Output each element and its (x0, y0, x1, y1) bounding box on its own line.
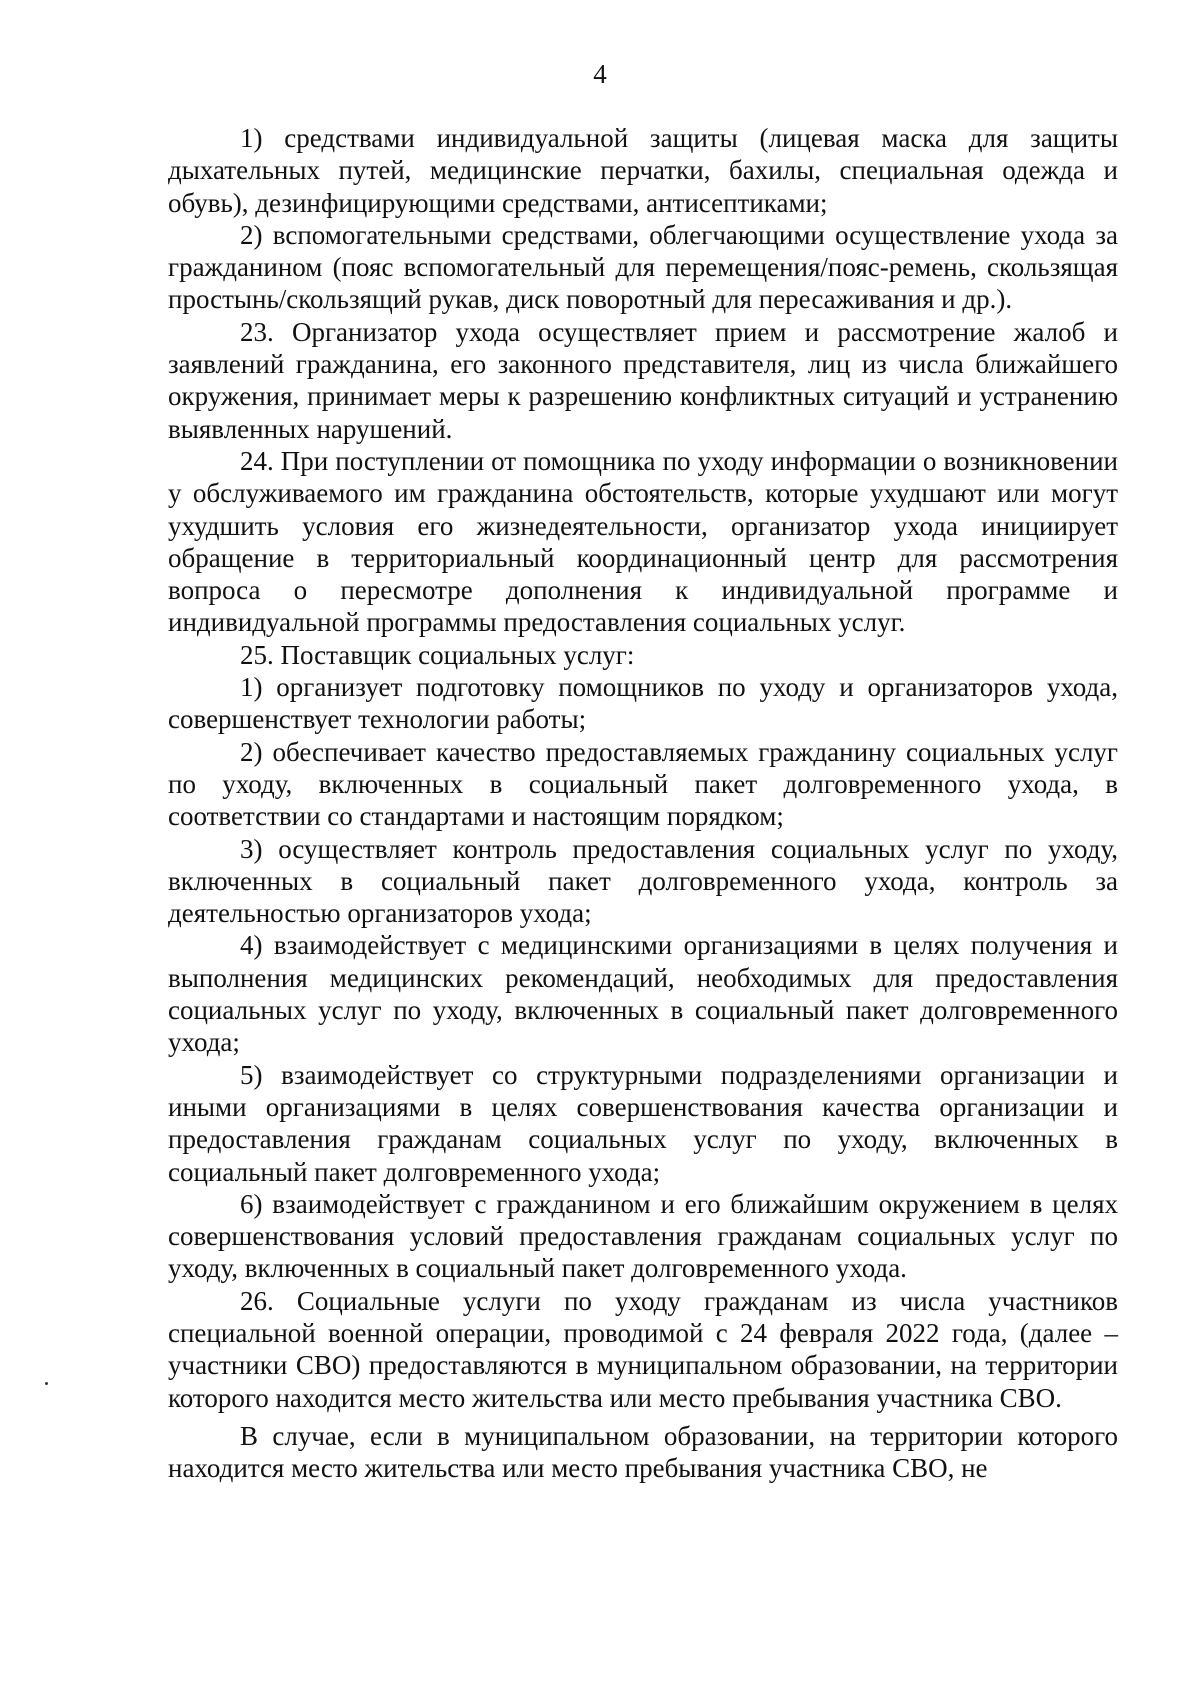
paragraph-25-item-1: 1) организует подготовку помощников по уходу и организаторов ухода, совершенствует технологии работы; (168, 672, 1118, 735)
scan-speck (45, 1382, 48, 1385)
paragraph-25-item-4: 4) взаимодействует с медицинскими организациями в целях получения и выполнения медицинских рекомендаций, необходимых для предоставления социальных услуг по уходу, включенных в социальный пакет долговременного ухода; (168, 930, 1118, 1058)
paragraph-25-item-6: 6) взаимодействует с гражданином и его ближайшим окружением в целях совершенствования условий предоставления гражданам социальных услуг по уходу, включенных в социальный пакет долговременного ухода. (168, 1188, 1118, 1284)
paragraph-22-item-2: 2) вспомогательными средствами, облегчающими осуществление ухода за гражданином (пояс вспомогательный для перемещения/пояс-ремень, скользящая простынь/скользящий рукав, диск поворотный для пересаживания и др.). (168, 219, 1118, 315)
paragraph-25-item-2: 2) обеспечивает качество предоставляемых гражданину социальных услуг по уходу, включенных в социальный пакет долговременного ухода, в соответствии со стандартами и настоящим порядком; (168, 736, 1118, 832)
paragraph-22-item-1: 1) средствами индивидуальной защиты (лицевая маска для защиты дыхательных путей, медицинские перчатки, бахилы, специальная одежда и обувь), дезинфицирующими средствами, антисептиками; (168, 123, 1118, 218)
document-body (168, 122, 1118, 1484)
paragraph-23: 23. Организатор ухода осуществляет прием и рассмотрение жалоб и заявлений гражданина, его законного представителя, лиц из числа ближайшего окружения, принимает меры к разрешению конфликтных ситуаций и устранению выявленных нарушений. (168, 316, 1118, 444)
paragraph-25-heading: 25. Поставщик социальных услуг: (240, 639, 635, 670)
paragraph-26: 26. Социальные услуги по уходу гражданам из числа участников специальной военной операции, проводимой с 24 февраля 2022 года, (далее – участники СВО) предоставляются в муниципальном образовании, на территории которого находится место жительства или место пребывания участника СВО. (168, 1285, 1118, 1413)
paragraph-25-item-5: 5) взаимодействует со структурными подразделениями организации и иными организациями в целях совершенствования качества организации и предоставления гражданам социальных услуг по уходу, включенных в социальный пакет долговременного ухода; (168, 1059, 1118, 1187)
paragraph-24: 24. При поступлении от помощника по уходу информации о возникновении у обслуживаемого им гражданина обстоятельств, которые ухудшают или могут ухудшить условия его жизнедеятельности, организатор ухода инициирует обращение в территориальный координационный центр для рассмотрения вопроса о пересмотре дополнения к индивидуальной программе и индивидуальной программы предоставления социальных услуг. (168, 445, 1118, 638)
paragraph-26-continuation: В случае, если в муниципальном образовании, на территории которого находится место жительства или место пребывания участника СВО, не (168, 1420, 1118, 1484)
page-number: 4 (593, 59, 607, 89)
paragraph-25-item-3: 3) осуществляет контроль предоставления социальных услуг по уходу, включенных в социальный пакет долговременного ухода, контроль за деятельностью организаторов ухода; (168, 833, 1118, 929)
